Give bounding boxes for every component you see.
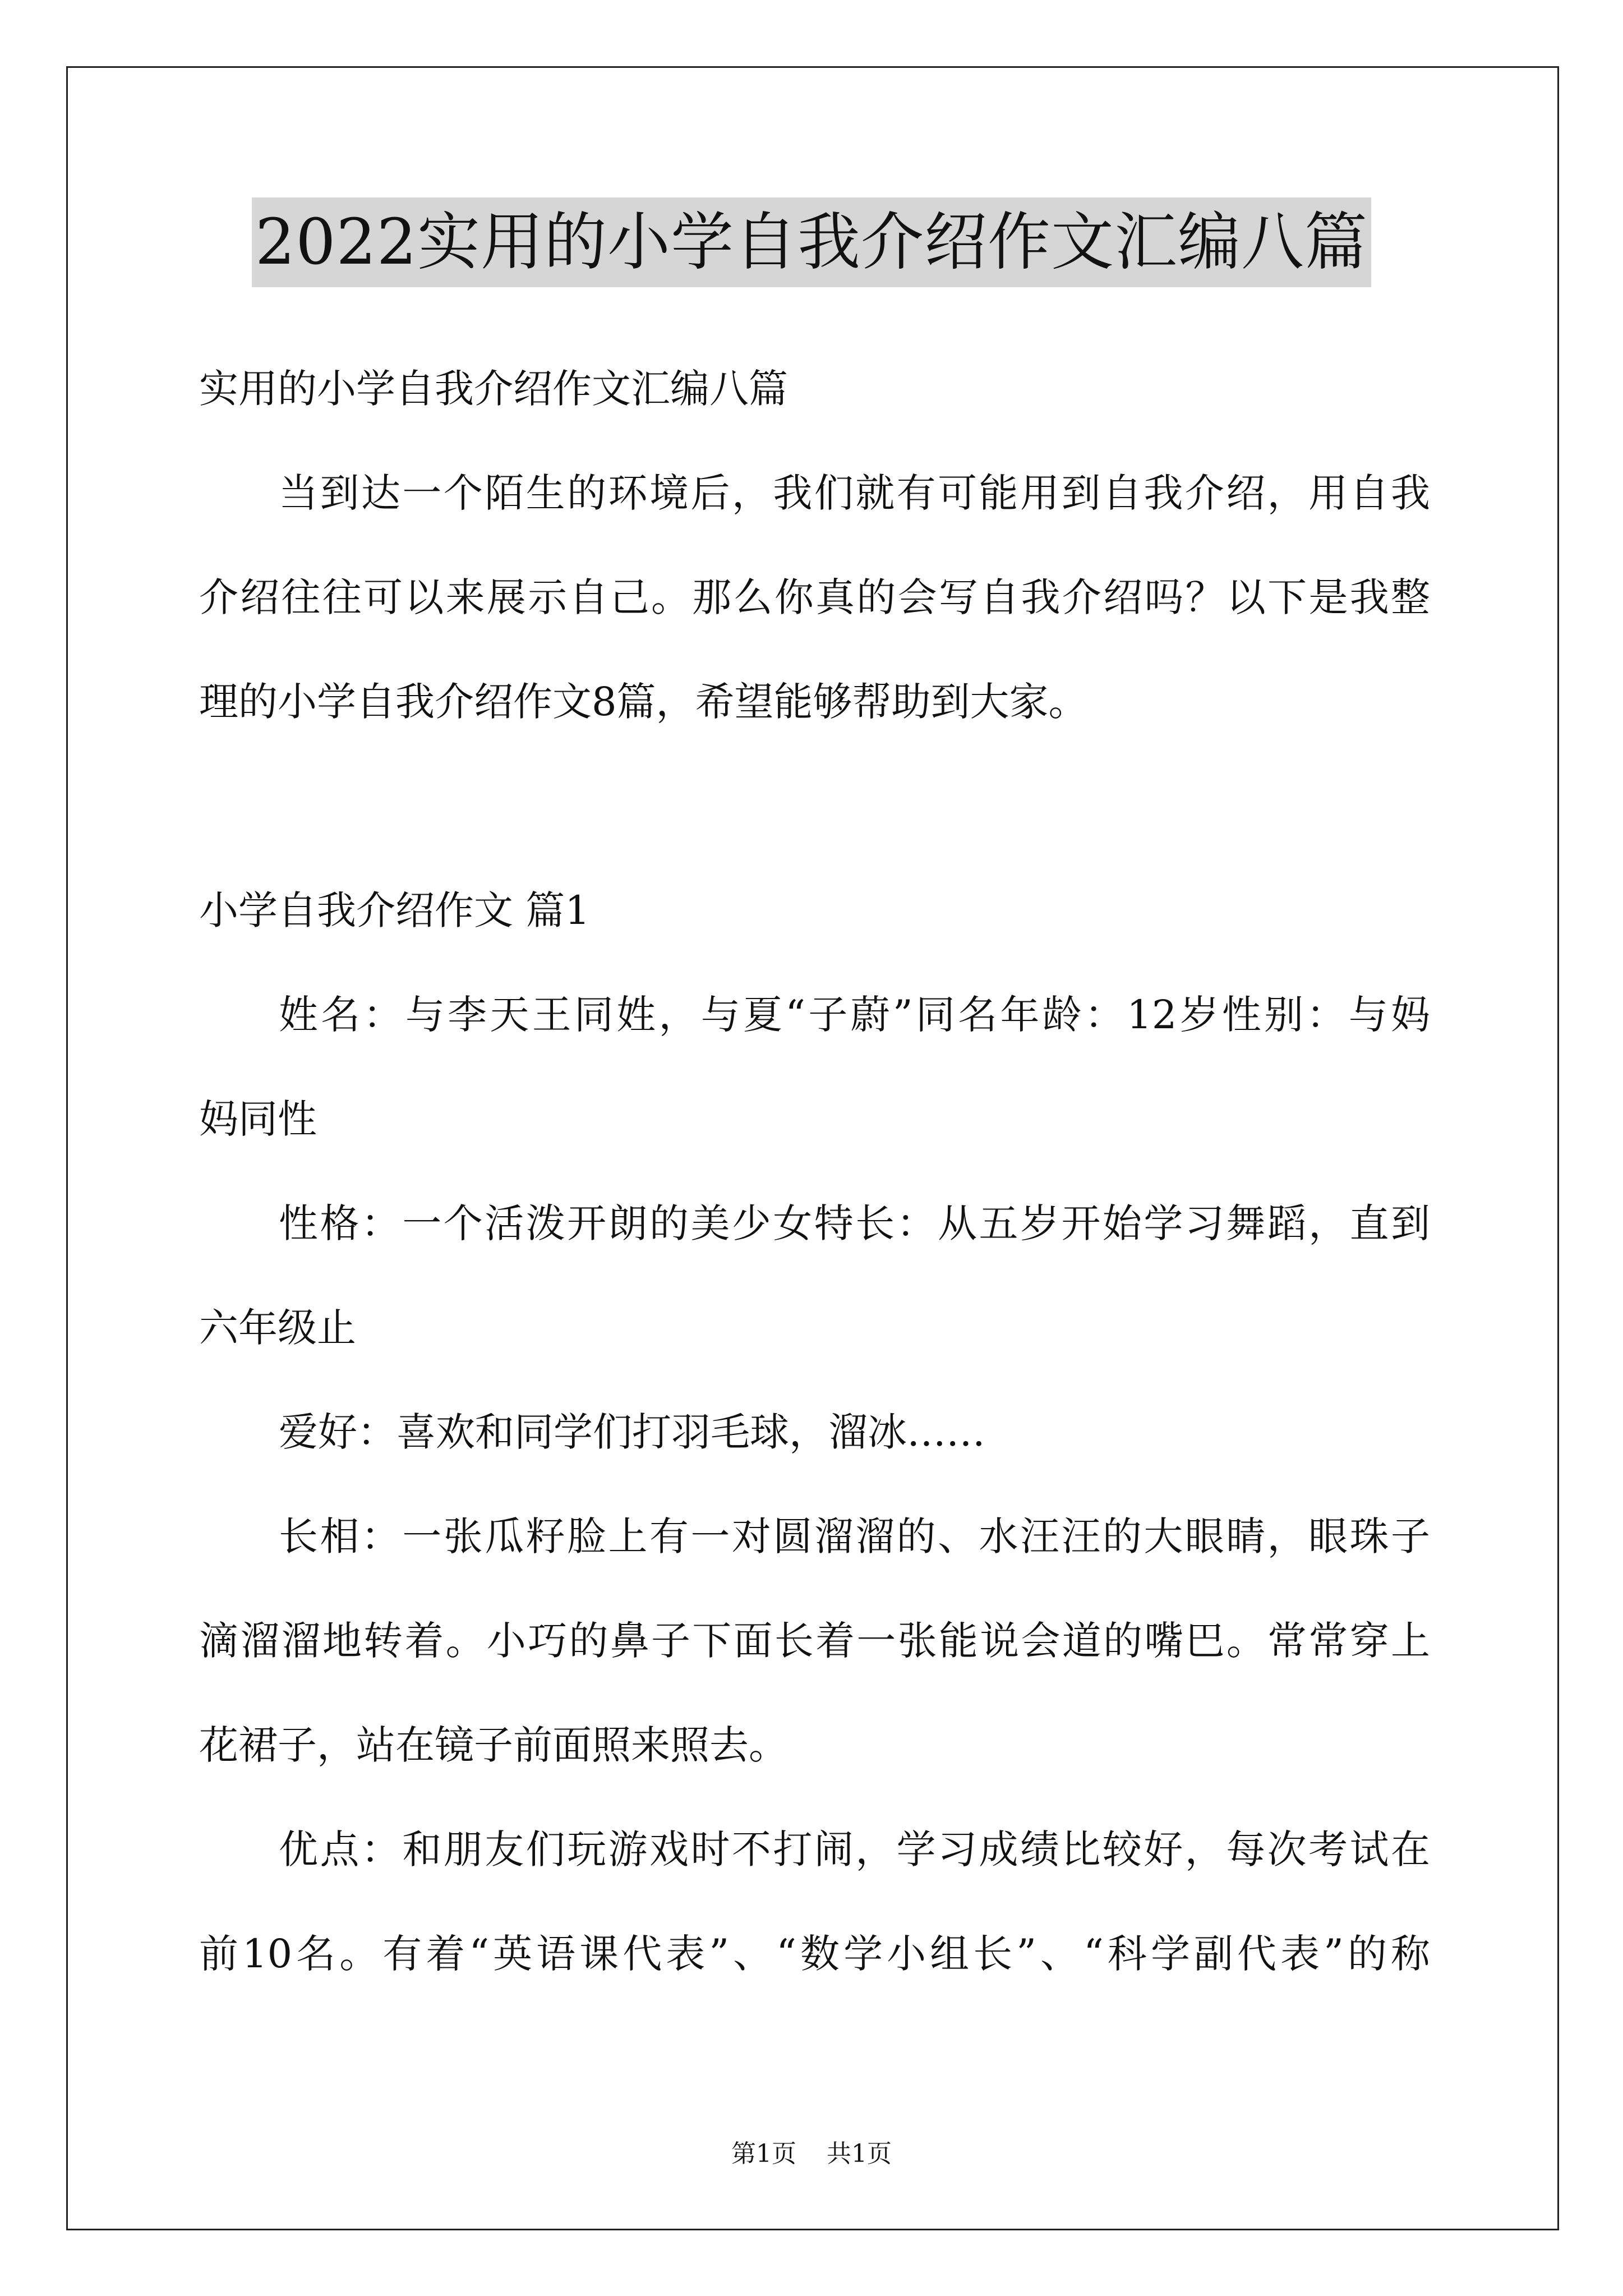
text-line: 前10名。有着“英语课代表”、“数学小组长”、“科学副代表”的称 — [199, 1931, 1430, 1977]
text-line: 妈同性 — [199, 1096, 317, 1142]
text-line: 长相：一张瓜籽脸上有一对圆溜溜的、水汪汪的大眼睛，眼珠子 — [279, 1513, 1430, 1559]
text-line: 实用的小学自我介绍作文汇编八篇 — [199, 366, 788, 412]
text-line: 当到达一个陌生的环境后，我们就有可能用到自我介绍，用自我 — [279, 470, 1430, 516]
text-line: 小学自我介绍作文 篇1 — [199, 887, 590, 933]
text-line: 介绍往往可以来展示自己。那么你真的会写自我介绍吗？以下是我整 — [199, 574, 1430, 620]
paragraph-gap — [199, 754, 1430, 858]
document-title: 2022实用的小学自我介绍作文汇编八篇 — [252, 197, 1371, 287]
text-line: 优点：和朋友们玩游戏时不打闹，学习成绩比较好，每次考试在 — [279, 1826, 1430, 1872]
document-body — [199, 337, 1430, 2006]
page-footer — [0, 2137, 1623, 2171]
text-line: 花裙子，站在镜子前面照来照去。 — [199, 1722, 788, 1768]
text-line: 性格：一个活泼开朗的美少女特长：从五岁开始学习舞蹈，直到 — [279, 1200, 1430, 1246]
text-line: 姓名：与李天王同姓，与夏“子蔚”同名年龄：12岁性别：与妈 — [279, 992, 1430, 1038]
text-line: 爱好：喜欢和同学们打羽毛球，溜冰…… — [279, 1409, 985, 1455]
text-line: 六年级止 — [199, 1305, 356, 1351]
page-total: 共1页 — [827, 2139, 892, 2168]
page-number: 第1页 — [731, 2139, 796, 2168]
title-container — [0, 197, 1623, 287]
text-line: 滴溜溜地转着。小巧的鼻子下面长着一张能说会道的嘴巴。常常穿上 — [199, 1618, 1430, 1664]
text-line: 理的小学自我介绍作文8篇，希望能够帮助到大家。 — [199, 679, 1088, 725]
